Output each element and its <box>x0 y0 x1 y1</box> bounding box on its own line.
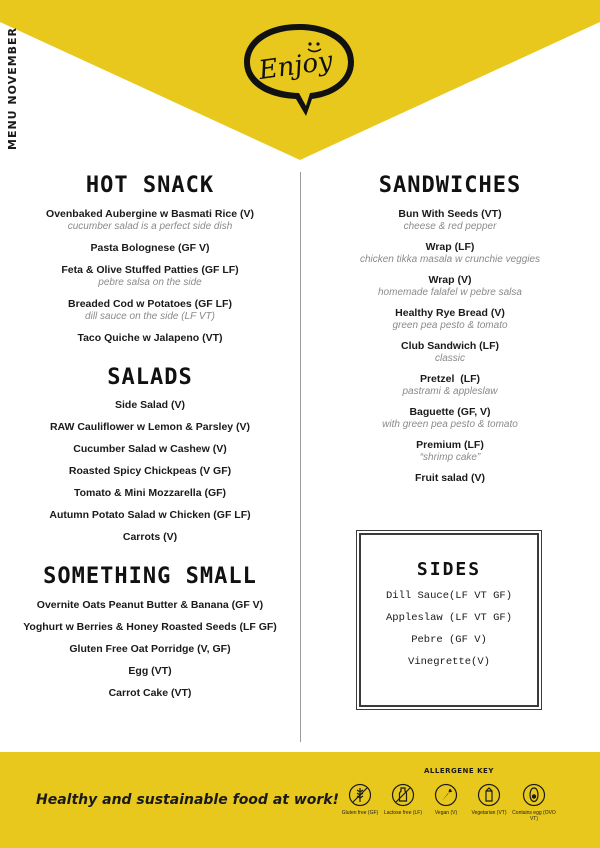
item-description: pastrami & appleslaw <box>402 386 498 397</box>
menu-item <box>300 373 600 398</box>
menu-item: Tomato & Mini Mozzarella (GF) <box>73 487 227 499</box>
menu-item: Carrots (V) <box>122 531 178 543</box>
logo-text: Enjoy <box>256 46 335 87</box>
allergen-contains-egg <box>512 783 556 822</box>
avocado-egg-icon <box>522 783 546 807</box>
right-column <box>300 170 600 485</box>
sandwiches-list <box>300 208 600 485</box>
menu-item <box>0 242 300 255</box>
item-name: Fruit salad (V) <box>414 472 485 484</box>
item-description: with green pea pesto & tomato <box>382 419 518 430</box>
side-item: Vinegrette(V) <box>408 656 490 668</box>
allergen-vegan <box>424 783 468 816</box>
item-description: cheese & red pepper <box>403 221 497 232</box>
item-description: dill sauce on the side (LF VT) <box>85 311 215 322</box>
wheat-icon <box>348 783 372 807</box>
menu-item <box>300 274 600 299</box>
sides-heading: SIDES <box>416 559 482 580</box>
item-name: Wrap (V) <box>428 274 472 286</box>
milk-carton-icon <box>477 783 501 807</box>
item-name: Ovenbaked Aubergine w Basmati Rice (V) <box>46 208 254 220</box>
menu-item <box>0 298 300 323</box>
left-column <box>0 170 300 700</box>
sides-box <box>359 533 539 707</box>
menu-item <box>300 340 600 365</box>
item-name: Pasta Bolognese (GF V) <box>90 242 210 254</box>
item-description: green pea pesto & tomato <box>392 320 508 331</box>
hot-snack-heading: HOT SNACK <box>85 173 215 198</box>
menu-item: Side Salad (V) <box>114 399 186 411</box>
menu-item: Roasted Spicy Chickpeas (V GF) <box>68 465 232 477</box>
menu-item <box>300 307 600 332</box>
side-item: Pebre (GF V) <box>411 634 487 646</box>
menu-item: Egg (VT) <box>128 665 172 677</box>
item-name: Baguette (GF, V) <box>409 406 491 418</box>
item-name: Premium (LF) <box>416 439 484 451</box>
carrot-icon <box>434 783 458 807</box>
allergen-label: Vegetarian (VT) <box>471 810 507 816</box>
item-description: homemade falafel w pebre salsa <box>378 287 522 298</box>
allergen-label: Vegan (V) <box>434 810 458 816</box>
item-description: pebre salsa on the side <box>98 277 202 288</box>
menu-item: Gluten Free Oat Porridge (V, GF) <box>69 643 231 655</box>
menu-item: Autumn Potato Salad w Chicken (GF LF) <box>49 509 251 521</box>
allergen-vegetarian <box>467 783 511 816</box>
menu-item: Cucumber Salad w Cashew (V) <box>73 443 227 455</box>
item-name: Taco Quiche w Jalapeno (VT) <box>77 332 223 344</box>
allergen-label: Contains egg (OVO VT) <box>512 810 556 822</box>
menu-item <box>0 332 300 345</box>
menu-item <box>300 472 600 485</box>
item-description: classic <box>434 353 465 364</box>
menu-item: Overnite Oats Peanut Butter & Banana (GF V) <box>36 599 264 611</box>
menu-item <box>0 208 300 233</box>
menu-item: Carrot Cake (VT) <box>108 687 192 699</box>
enjoy-logo <box>236 18 362 120</box>
side-item: Dill Sauce(LF VT GF) <box>385 590 513 602</box>
menu-month-title: MENU NOVEMBER <box>6 26 19 150</box>
item-name: Healthy Rye Bread (V) <box>395 307 505 319</box>
allergen-label: Gluten free (GF) <box>341 810 379 816</box>
menu-item <box>300 208 600 233</box>
hot-snack-list <box>0 208 300 345</box>
item-name: Breaded Cod w Potatoes (GF LF) <box>68 298 232 310</box>
sandwiches-heading: SANDWICHES <box>378 173 522 198</box>
menu-item <box>300 241 600 266</box>
slogan: Healthy and sustainable food at work! <box>36 792 339 808</box>
menu-item <box>0 264 300 289</box>
footer <box>0 752 600 848</box>
menu-item: RAW Cauliflower w Lemon & Parsley (V) <box>49 421 251 433</box>
salads-heading: SALADS <box>107 365 193 390</box>
allergen-gluten-free <box>338 783 382 816</box>
salads-list <box>0 399 300 544</box>
allergen-lactose-free <box>381 783 425 816</box>
menu-item: Yoghurt w Berries & Honey Roasted Seeds (LF GF) <box>23 621 277 633</box>
menu-item <box>300 406 600 431</box>
something-small-heading: SOMETHING SMALL <box>43 564 257 589</box>
item-description: “shrimp cake” <box>419 452 481 463</box>
item-name: Pretzel (LF) <box>419 373 481 385</box>
side-item: Appleslaw (LF VT GF) <box>385 612 513 624</box>
item-description: chicken tikka masala w crunchie veggies <box>359 254 541 265</box>
item-description: cucumber salad is a perfect side dish <box>67 221 233 232</box>
menu-item <box>300 439 600 464</box>
item-name: Feta & Olive Stuffed Patties (GF LF) <box>61 264 239 276</box>
allergene-key-title: ALLERGENE KEY <box>424 767 494 775</box>
allergen-label: Lactose free (LF) <box>383 810 423 816</box>
milk-bottle-icon <box>391 783 415 807</box>
item-name: Wrap (LF) <box>425 241 475 253</box>
something-small-list <box>0 599 300 700</box>
item-name: Bun With Seeds (VT) <box>398 208 502 220</box>
item-name: Club Sandwich (LF) <box>401 340 499 352</box>
